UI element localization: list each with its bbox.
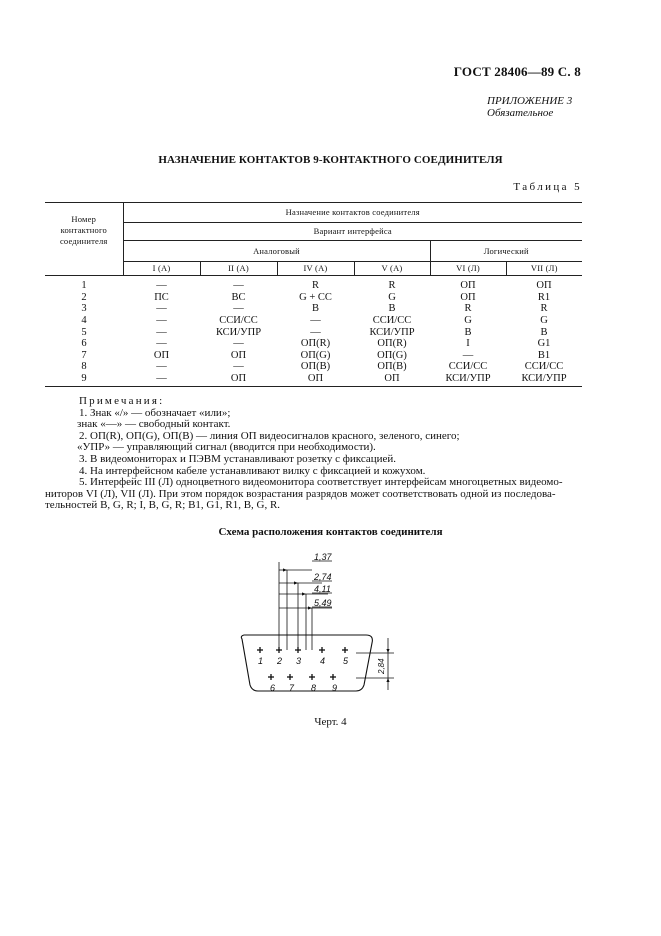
table-row bbox=[45, 326, 582, 338]
table-cell: ССИ/СС bbox=[372, 315, 412, 327]
pins-top-row bbox=[257, 647, 349, 666]
column-header: VI (Л) bbox=[430, 262, 506, 276]
table-cell: КСИ/УПР bbox=[506, 373, 582, 387]
pin-label: 6 bbox=[270, 683, 276, 693]
table-cell: G bbox=[464, 315, 472, 327]
note-line: 3. В видеомониторах и ПЭВМ устанавливают розетку с фиксацией. bbox=[79, 452, 397, 465]
table-cell: B bbox=[540, 326, 548, 338]
appendix-label bbox=[487, 95, 572, 119]
table-cell: ОП(B) bbox=[300, 361, 331, 373]
pin-number-cell: 3 bbox=[81, 303, 87, 315]
table-cell: ОП bbox=[200, 373, 277, 387]
pin-number-cell: 5 bbox=[81, 326, 87, 338]
pin-label: 5 bbox=[343, 656, 349, 666]
table-cell: — bbox=[233, 338, 244, 350]
dimension-label: 5,49 bbox=[314, 598, 332, 608]
pin-label: 8 bbox=[311, 683, 317, 693]
table-cell: ОП bbox=[230, 349, 247, 361]
column-header: II (А) bbox=[200, 262, 277, 276]
table-cell: ОП(R) bbox=[300, 338, 331, 350]
table-row bbox=[45, 350, 582, 362]
table-cell: КСИ/УПР bbox=[369, 326, 415, 338]
dimension-label: 4,11 bbox=[314, 584, 331, 594]
table-body bbox=[45, 276, 582, 387]
connector-pin bbox=[309, 674, 316, 693]
connector-pin bbox=[342, 647, 349, 666]
figure-caption: Черт. 4 bbox=[314, 716, 347, 728]
table-cell: ОП bbox=[536, 280, 552, 292]
note-line: знак «—» — свободный контакт. bbox=[77, 418, 231, 431]
pin-assignment-table bbox=[45, 202, 582, 387]
table-cell: — bbox=[462, 349, 474, 361]
table-cell: B bbox=[464, 326, 472, 338]
table-cell: R bbox=[388, 280, 396, 292]
table-cell: — bbox=[156, 361, 167, 373]
connector-pin bbox=[257, 647, 263, 666]
caption-variant: Вариант интерфейса bbox=[123, 223, 582, 241]
column-header: IV (А) bbox=[277, 262, 354, 276]
dimension-label: 2,74 bbox=[314, 572, 332, 582]
pin-label: 4 bbox=[320, 656, 326, 666]
dimension-label: 1,37 bbox=[314, 552, 332, 562]
row-header-line: Номер bbox=[71, 214, 97, 224]
row-header-line: контактного bbox=[60, 225, 107, 235]
caption-main: Назначение контактов соединителя bbox=[123, 203, 582, 223]
table-cell: — bbox=[233, 303, 244, 315]
table-cell: ОП bbox=[460, 291, 476, 303]
table-cell: R bbox=[540, 303, 548, 315]
pin-number-cell: 4 bbox=[81, 315, 87, 327]
table-row bbox=[45, 315, 582, 327]
row-header-cell bbox=[45, 203, 123, 276]
note-line: 2. ОП(R), ОП(G), ОП(B) — линия ОП видеосигналов красного, зеленого, синего; bbox=[79, 429, 460, 442]
document-title: НАЗНАЧЕНИЕ КОНТАКТОВ 9-КОНТАКТНОГО СОЕДИНИТЕЛЯ bbox=[158, 154, 503, 166]
pin-number-cell: 7 bbox=[81, 349, 87, 361]
table-row bbox=[45, 361, 582, 373]
connector-pin bbox=[268, 674, 275, 693]
table-cell: — bbox=[156, 315, 167, 327]
standard-number: ГОСТ 28406—89 С. 8 bbox=[453, 64, 581, 79]
table-cell: — bbox=[310, 315, 321, 327]
connector-pin bbox=[319, 647, 325, 666]
pin-number-cell: 1 bbox=[81, 280, 87, 292]
table-cell: КСИ/УПР bbox=[430, 373, 506, 387]
table-cell: ОП(R) bbox=[377, 338, 407, 350]
column-header: V (А) bbox=[354, 262, 430, 276]
table-cell: G + CC bbox=[299, 291, 332, 303]
table-cell: G bbox=[388, 291, 396, 303]
table-cell: R bbox=[311, 280, 319, 292]
table-cell: ОП(G) bbox=[377, 349, 407, 361]
table-cell: ССИ/СС bbox=[524, 361, 564, 373]
connector-pin bbox=[276, 647, 282, 666]
table-cell: R1 bbox=[537, 291, 551, 303]
table-cell: — bbox=[156, 338, 167, 350]
pin-number-cell: 8 bbox=[81, 361, 87, 373]
table-cell: — bbox=[233, 361, 244, 373]
table-cell: G1 bbox=[537, 338, 551, 350]
table-cell: КСИ/УПР bbox=[215, 326, 262, 338]
appendix-status: Обязательное bbox=[487, 107, 554, 119]
note-line: 5. Интерфейс III (Л) одноцветного видеомонитора соответствует интерфейсам многоцветных видеомо- bbox=[79, 476, 563, 489]
group-logic: Логический bbox=[430, 241, 582, 262]
column-header: VII (Л) bbox=[506, 262, 582, 276]
table-cell: — bbox=[233, 280, 244, 292]
pin-label: 7 bbox=[289, 683, 295, 693]
table-cell: B1 bbox=[537, 349, 551, 361]
notes-block bbox=[45, 395, 587, 512]
table-cell: ВС bbox=[231, 291, 246, 303]
notes-heading: Примечания: bbox=[79, 395, 165, 407]
table-cell: I bbox=[466, 338, 470, 350]
table-cell: — bbox=[156, 280, 167, 292]
table-cell: — bbox=[156, 326, 167, 338]
row-header-line: соединителя bbox=[59, 236, 108, 246]
table-cell: — bbox=[310, 326, 321, 338]
connector-pin bbox=[295, 647, 301, 666]
pins-bottom-row bbox=[268, 674, 337, 693]
table-cell: ОП bbox=[354, 373, 430, 387]
table-cell: ОП(B) bbox=[377, 361, 407, 373]
note-line: «УПР» — управляющий сигнал (вводится при необходимости). bbox=[77, 441, 376, 454]
note-line: 4. На интерфейсном кабеле устанавливают вилку с фиксацией и кожухом. bbox=[79, 464, 426, 477]
table-cell: ОП bbox=[153, 349, 170, 361]
pin-number-cell: 9 bbox=[45, 373, 123, 387]
table-cell: ОП bbox=[460, 280, 476, 292]
note-line: тельностей B, G, R; I, B, G, R; B1, G1, R1, B, G, R. bbox=[45, 499, 281, 512]
pin-label: 3 bbox=[296, 656, 302, 666]
group-analog: Аналоговый bbox=[123, 241, 430, 262]
table-row bbox=[45, 303, 582, 315]
table-cell: B bbox=[388, 303, 396, 315]
column-header: I (А) bbox=[123, 262, 200, 276]
table-cell: R bbox=[464, 303, 472, 315]
table-row bbox=[45, 276, 582, 292]
height-dimension-label: 2,84 bbox=[377, 658, 386, 674]
table-row bbox=[45, 338, 582, 350]
pin-number-cell: 6 bbox=[81, 338, 87, 350]
connector-pin bbox=[287, 674, 295, 693]
table-row bbox=[45, 373, 582, 387]
table-cell: ПС bbox=[154, 291, 169, 303]
schema-title: Схема расположения контактов соединителя bbox=[218, 526, 443, 538]
note-line: 1. Знак «/» — обозначает «или»; bbox=[79, 406, 231, 419]
table-cell: ССИ/СС bbox=[448, 361, 488, 373]
table-cell: ССИ/СС bbox=[219, 315, 258, 327]
table-cell: B bbox=[311, 303, 319, 315]
table-cell: — bbox=[156, 303, 167, 315]
table-cell: — bbox=[123, 373, 200, 387]
connector-pin bbox=[330, 674, 337, 693]
pin-label: 1 bbox=[258, 656, 264, 666]
pin-label: 9 bbox=[332, 683, 338, 693]
note-line: ниторов VI (Л), VII (Л). При этом порядок возрастания разрядов может соответствовать одной из последова- bbox=[45, 487, 556, 500]
connector-diagram bbox=[228, 550, 408, 700]
table-cell: G bbox=[540, 315, 548, 327]
pin-label: 2 bbox=[277, 656, 283, 666]
table-cell: ОП bbox=[277, 373, 354, 387]
table-row bbox=[45, 292, 582, 304]
table-label: Таблица 5 bbox=[513, 181, 582, 193]
appendix-number: ПРИЛОЖЕНИЕ 3 bbox=[487, 95, 573, 107]
table-cell: ОП(G) bbox=[300, 349, 331, 361]
pin-number-cell: 2 bbox=[81, 291, 87, 303]
